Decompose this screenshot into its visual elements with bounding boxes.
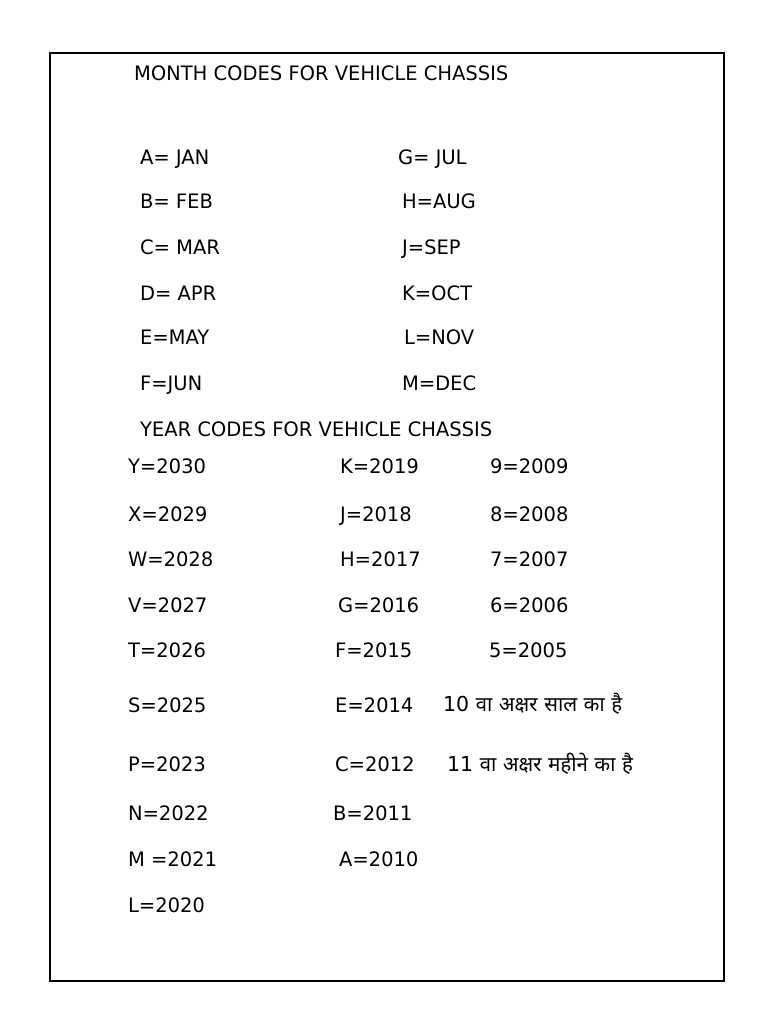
year-code-x: X=2029 — [128, 503, 208, 526]
month-code-oct: K=OCT — [402, 282, 473, 305]
year-code-m: M =2021 — [128, 848, 217, 871]
month-code-sep: J=SEP — [402, 236, 461, 259]
year-code-p: P=2023 — [128, 753, 206, 776]
year-code-b: B=2011 — [333, 802, 413, 825]
year-code-w: W=2028 — [128, 548, 214, 571]
year-code-c: C=2012 — [335, 753, 415, 776]
month-code-jul: G= JUL — [398, 146, 467, 169]
year-code-8: 8=2008 — [490, 503, 569, 526]
note-month-character: 11 वा अक्षर महीने का है — [447, 752, 633, 776]
year-codes-title: YEAR CODES FOR VEHICLE CHASSIS — [140, 418, 493, 441]
year-code-e: E=2014 — [335, 694, 414, 717]
year-code-h: H=2017 — [340, 548, 421, 571]
month-code-aug: H=AUG — [402, 190, 476, 213]
year-code-v: V=2027 — [128, 594, 208, 617]
month-code-mar: C= MAR — [140, 236, 220, 259]
year-code-n: N=2022 — [128, 802, 209, 825]
year-code-6: 6=2006 — [490, 594, 569, 617]
year-code-s: S=2025 — [128, 694, 207, 717]
year-code-7: 7=2007 — [490, 548, 569, 571]
month-code-jun: F=JUN — [140, 372, 203, 395]
year-code-f: F=2015 — [335, 639, 413, 662]
year-code-y: Y=2030 — [128, 455, 206, 478]
year-code-a: A=2010 — [339, 848, 419, 871]
year-code-5: 5=2005 — [489, 639, 568, 662]
note-year-character: 10 वा अक्षर साल का है — [443, 692, 623, 716]
month-code-jan: A= JAN — [140, 146, 210, 169]
year-code-t: T=2026 — [128, 639, 206, 662]
month-code-feb: B= FEB — [140, 190, 213, 213]
year-code-k: K=2019 — [340, 455, 419, 478]
year-code-j: J=2018 — [340, 503, 412, 526]
year-code-l: L=2020 — [128, 894, 205, 917]
month-codes-title: MONTH CODES FOR VEHICLE CHASSIS — [134, 62, 509, 85]
month-code-apr: D= APR — [140, 282, 217, 305]
month-code-may: E=MAY — [140, 326, 210, 349]
month-code-dec: M=DEC — [402, 372, 477, 395]
year-code-g: G=2016 — [338, 594, 420, 617]
year-code-9: 9=2009 — [490, 455, 569, 478]
month-code-nov: L=NOV — [404, 326, 475, 349]
